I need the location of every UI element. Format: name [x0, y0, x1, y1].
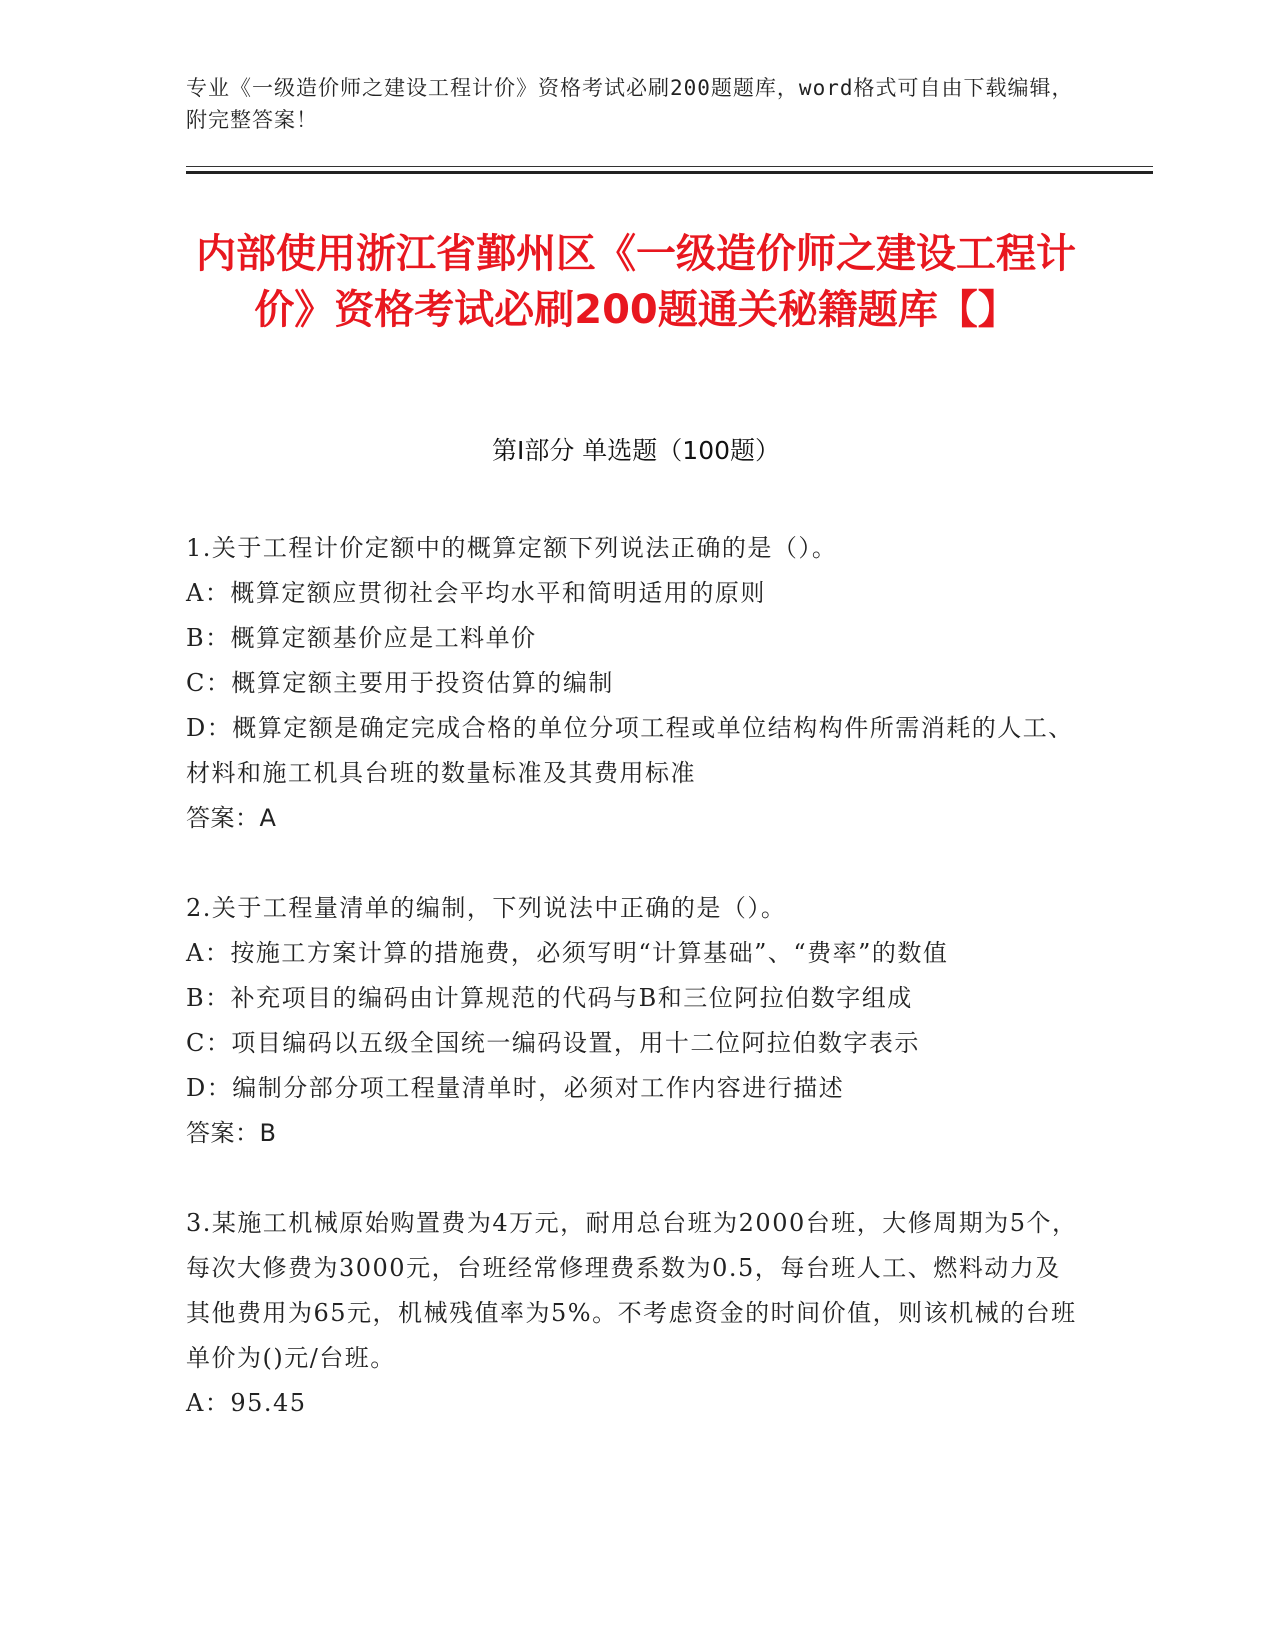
question-stem: 3.某施工机械原始购置费为4万元，耐用总台班为2000台班，大修周期为5个，每次大修费为3000元，台班经常修理费系数为0.5，每台班人工、燃料动力及其他费用为65元，机械残值率为5%。不考虑资金的时间价值，则该机械的台班单价为()元/台班。: [186, 1209, 1078, 1372]
answer: 答案：A: [186, 804, 277, 832]
question-stem: 1.关于工程计价定额中的概算定额下列说法正确的是（）。: [186, 534, 838, 562]
question-3: [186, 1201, 1086, 1426]
question-1: [186, 526, 1086, 841]
header-note: 专业《一级造价师之建设工程计价》资格考试必刷200题题库，word格式可自由下载编辑，附完整答案！: [186, 76, 1074, 132]
document-title: 内部使用浙江省鄞州区《一级造价师之建设工程计价》资格考试必刷200题通关秘籍题库【】: [196, 231, 1076, 333]
option-a: A：概算定额应贯彻社会平均水平和简明适用的原则: [186, 579, 766, 607]
option-c: C：项目编码以五级全国统一编码设置，用十二位阿拉伯数字表示: [186, 1029, 920, 1057]
option-b: B：补充项目的编码由计算规范的代码与B和三位阿拉伯数字组成: [186, 984, 913, 1012]
option-d: D：编制分部分项工程量清单时，必须对工作内容进行描述: [186, 1074, 845, 1102]
option-a: A：95.45: [186, 1389, 307, 1417]
question-stem: 2.关于工程量清单的编制，下列说法中正确的是（）。: [186, 894, 787, 922]
header-rule-thin: [186, 166, 1153, 167]
option-c: C：概算定额主要用于投资估算的编制: [186, 669, 614, 697]
option-b: B：概算定额基价应是工料单价: [186, 624, 537, 652]
option-d: D：概算定额是确定完成合格的单位分项工程或单位结构构件所需消耗的人工、材料和施工机具台班的数量标准及其费用标准: [186, 714, 1074, 787]
section-title: 第Ⅰ部分 单选题（100题）: [491, 436, 781, 465]
question-list: [186, 526, 1086, 1471]
option-a: A：按施工方案计算的措施费，必须写明“计算基础”、“费率”的数值: [186, 939, 949, 967]
question-2: [186, 886, 1086, 1156]
header-rule-thick: [186, 171, 1153, 174]
answer: 答案：B: [186, 1119, 277, 1147]
